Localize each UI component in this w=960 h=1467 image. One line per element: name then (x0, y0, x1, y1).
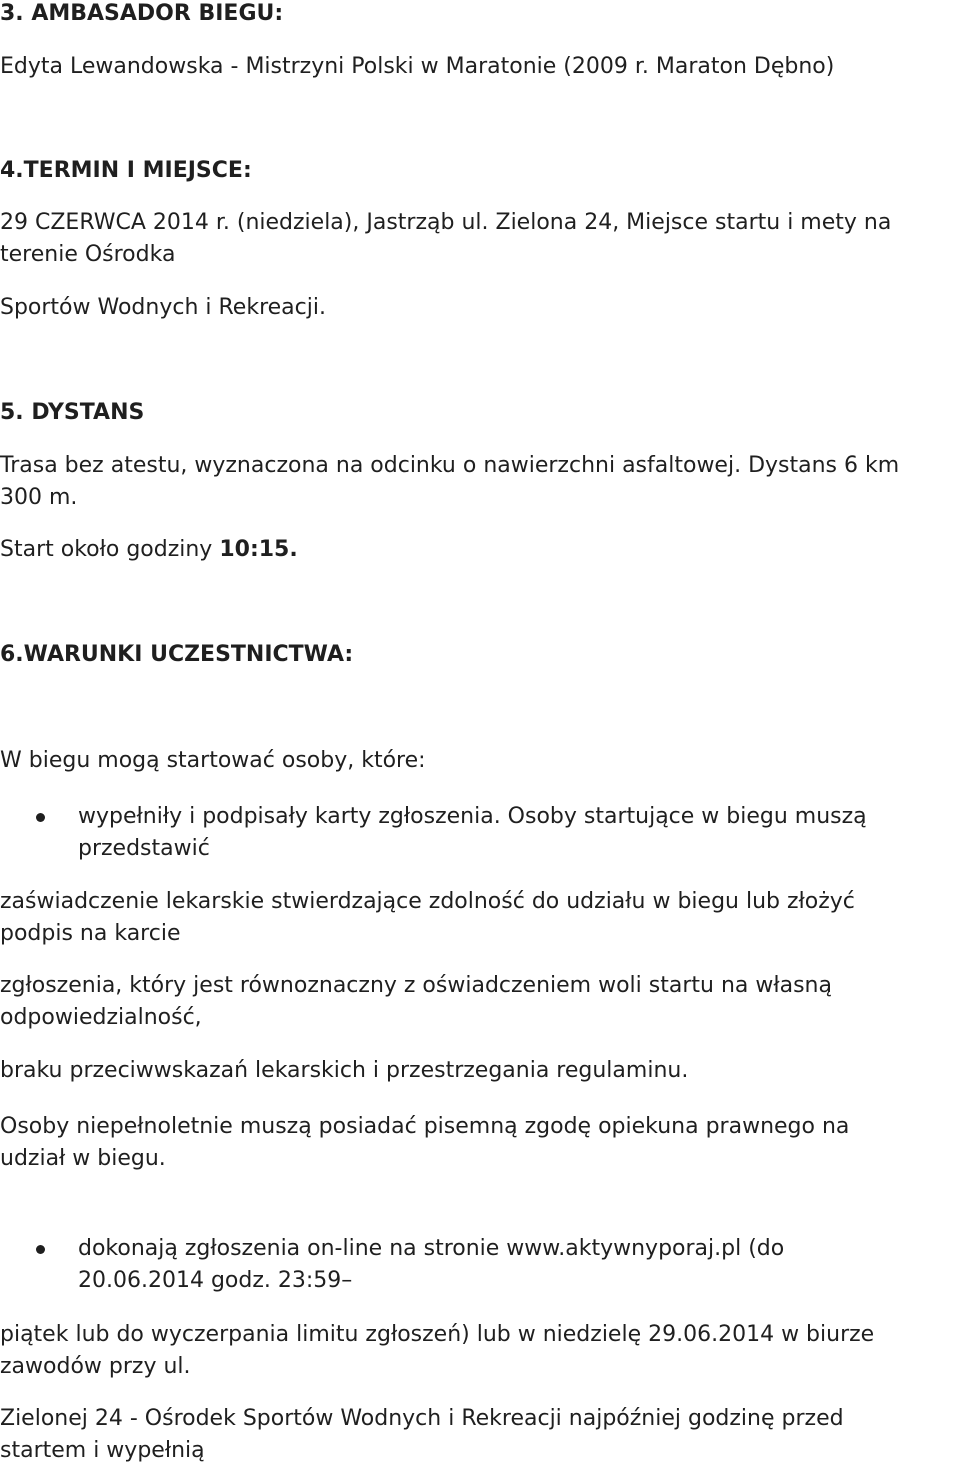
section-5-heading: 5. DYSTANS (0, 400, 145, 425)
bullet-1-line-1: wypełniły i podpisały karty zgłoszenia. Osoby startujące w biegu muszą (78, 804, 867, 829)
para-2-line-2: odpowiedzialność, (0, 1005, 202, 1030)
section-5-line-2: 300 m. (0, 485, 78, 510)
section-6-heading: 6.WARUNKI UCZESTNICTWA: (0, 642, 354, 667)
start-time-line (0, 534, 298, 566)
start-time-value: 10:15. (219, 537, 298, 562)
para-5-line-2: zawodów przy ul. (0, 1354, 191, 1379)
section-4-line-1: 29 CZERWCA 2014 r. (niedziela), Jastrząb ul. Zielona 24, Miejsce startu i mety na (0, 210, 892, 235)
start-time-prefix: Start około godziny (0, 537, 220, 562)
section-4-heading: 4.TERMIN I MIEJSCE: (0, 158, 252, 183)
section-3-text: Edyta Lewandowska - Mistrzyni Polski w Maratonie (2009 r. Maraton Dębno) (0, 54, 835, 79)
section-4-line-3: Sportów Wodnych i Rekreacji. (0, 295, 326, 320)
para-1-line-2: podpis na karcie (0, 921, 181, 946)
section-5-line-1: Trasa bez atestu, wyznaczona na odcinku o nawierzchni asfaltowej. Dystans 6 km (0, 453, 900, 478)
bullet-2-line-1: dokonają zgłoszenia on-line na stronie www.aktywnyporaj.pl (do (78, 1236, 785, 1261)
bullet-2-line-2: 20.06.2014 godz. 23:59– (78, 1268, 353, 1293)
para-2-line-1: zgłoszenia, który jest równoznaczny z oświadczeniem woli startu na własną (0, 973, 832, 998)
bullet-1-line-2: przedstawić (78, 836, 210, 861)
para-3: braku przeciwwskazań lekarskich i przestrzegania regulaminu. (0, 1058, 689, 1083)
para-1-line-1: zaświadczenie lekarskie stwierdzające zdolność do udziału w biegu lub złożyć (0, 889, 855, 914)
para-6-line-1: Zielonej 24 - Ośrodek Sportów Wodnych i Rekreacji najpóźniej godzinę przed (0, 1406, 844, 1431)
bullet-2-marker (36, 1245, 45, 1254)
para-6-line-2: startem i wypełnią (0, 1438, 205, 1463)
para-4-line-1: Osoby niepełnoletnie muszą posiadać pisemną zgodę opiekuna prawnego na (0, 1114, 850, 1139)
bullet-1-marker (36, 813, 45, 822)
section-3-heading: 3. AMBASADOR BIEGU: (0, 1, 284, 26)
section-6-intro: W biegu mogą startować osoby, które: (0, 748, 426, 773)
para-5-line-1: piątek lub do wyczerpania limitu zgłoszeń) lub w niedzielę 29.06.2014 w biurze (0, 1322, 875, 1347)
para-4-line-2: udział w biegu. (0, 1146, 166, 1171)
section-4-line-2: terenie Ośrodka (0, 242, 176, 267)
